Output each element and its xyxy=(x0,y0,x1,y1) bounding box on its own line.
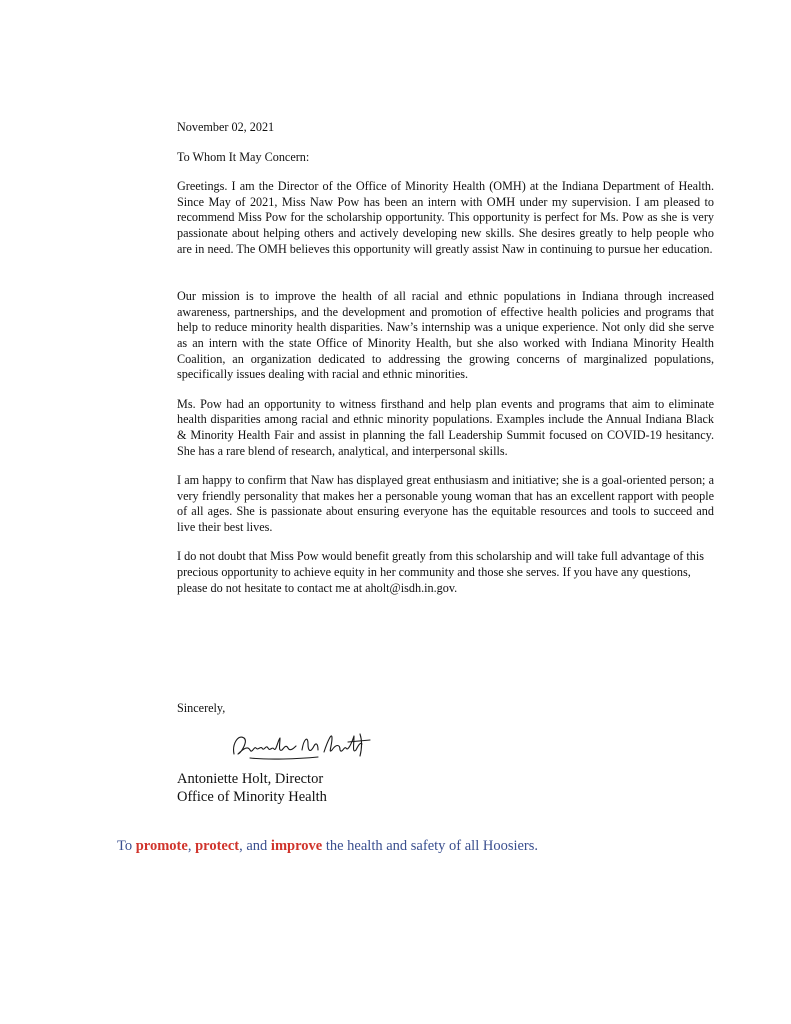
paragraph-conclusion: I do not doubt that Miss Pow would benefit greatly from this scholarship and will take full advantage of this precious opportunity to achieve equity in her community and those she serves. If you have any questions, please do not hesitate to contact me at aholt@isdh.in.gov. xyxy=(177,549,705,595)
letter-date: November 02, 2021 xyxy=(177,120,275,134)
paragraph-events: Ms. Pow had an opportunity to witness firsthand and help plan events and programs that aim to eliminate health disparities among racial and ethnic minority populations. Examples include the Annual Indiana Black & Minority Health Fair and assist in planning the fall Leadership Summit focused on COVID-19 hesitancy. She has a rare blend of research, analytical, and interpersonal skills. xyxy=(177,396,714,458)
signer-block xyxy=(177,770,327,806)
signer-office: Office of Minority Health xyxy=(177,789,327,805)
tagline-promote: promote xyxy=(135,838,188,854)
letter-body xyxy=(177,120,714,610)
tagline-sep1: , xyxy=(187,838,196,854)
paragraph-enthusiasm: I am happy to confirm that Naw has displayed great enthusiasm and initiative; she is a goal-oriented person; a very friendly personality that makes her a personable young woman that has an excellent rapport with people of all ages. She is passionate about ensuring everyone has the equitable resources and tools to succeed and live their best lives. xyxy=(177,473,714,534)
tagline-protect: protect xyxy=(195,838,240,854)
tagline-improve: improve xyxy=(270,838,323,854)
paragraph-mission: Our mission is to improve the health of all racial and ethnic populations in Indiana through increased awareness, partnerships, and the development and promotion of effective health policies and programs that help to reduce minority health disparities. Naw’s internship was a unique experience. Not only did she serve as an intern with the state Office of Minority Health, but she also worked with Indiana Minority Health Coalition, an organization dedicated to addressing the growing concerns of marginalized populations, specifically issues dealing with racial and ethnic minorities. xyxy=(177,289,714,382)
letter-closing: Sincerely, xyxy=(177,701,226,715)
signature-image xyxy=(228,724,378,766)
letter-salutation: To Whom It May Concern: xyxy=(177,149,310,164)
paragraph-greetings: Greetings. I am the Director of the Office of Minority Health (OMH) at the Indiana Department of Health. Since May of 2021, Miss Naw Pow has been an intern with OMH under my supervision. I am pleased to recommend Miss Pow for the scholarship opportunity. This opportunity is perfect for Ms. Pow as she is very passionate about helping others and actively developing new skills. She desires greatly to help people who are in need. The OMH believes this opportunity will greatly assist Naw in continuing to pursue her education. xyxy=(177,179,714,256)
tagline-sep2: , and xyxy=(239,838,271,854)
signer-name: Antoniette Holt, Director xyxy=(177,771,324,787)
tagline-part2: the health and safety of all Hoosiers. xyxy=(322,838,539,854)
tagline-part1: To xyxy=(117,838,136,854)
footer-tagline xyxy=(117,838,538,855)
